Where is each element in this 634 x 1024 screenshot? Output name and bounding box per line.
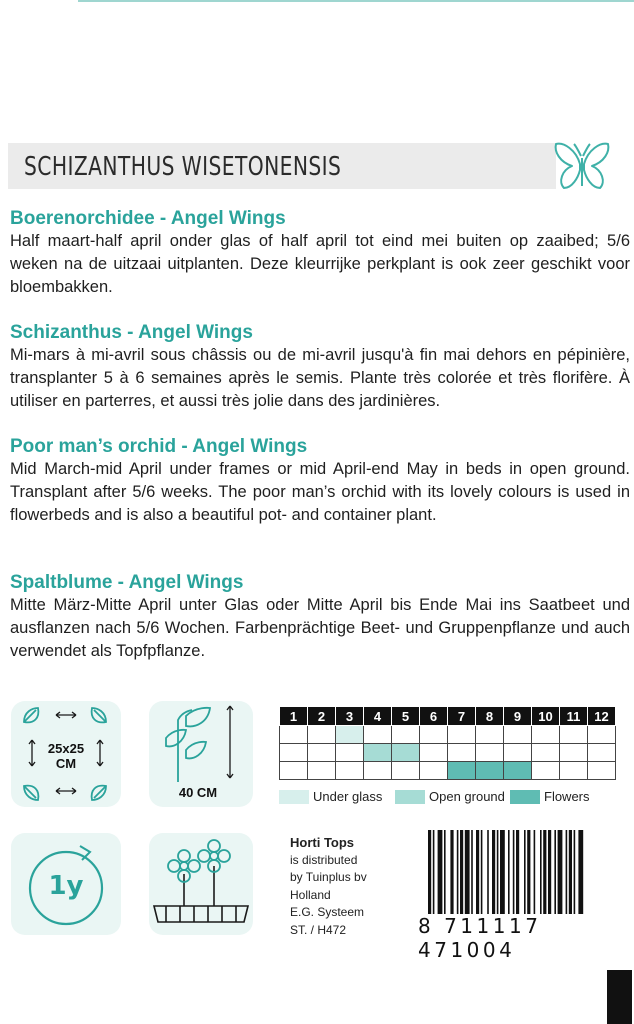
barcode-bar — [444, 830, 446, 914]
section-body: Half maart-half april onder glas of half april tot eind mei buiten op zaaibed; 5/6 weken na de uitzaai uitplanten. Deze kleurrijke perkplant is ook zeer geschikt voor bloembakken. — [10, 232, 630, 296]
calendar-row-open-ground — [280, 744, 616, 762]
barcode-bar — [428, 830, 431, 914]
barcode-bar — [460, 830, 463, 914]
legend-flowers — [510, 789, 590, 804]
barcode-bar — [487, 830, 489, 914]
barcode-number: 8 711117 471004 — [418, 914, 542, 962]
barcode-bar — [566, 830, 568, 914]
open-ground-cell — [364, 744, 392, 762]
height-label: 40 CM — [178, 785, 218, 800]
distributor-line: ST. / H472 — [290, 922, 347, 937]
section-body: Mitte März-Mitte April unter Glas oder Mitte April bis Ende Mai ins Saatbeet und ausflanzen nach 5/6 Wochen. Farbenprächtige Beet- und Gruppenpflanze und auch verwendet als Topfpflanze. — [10, 596, 630, 660]
section-heading: Poor man’s orchid - Angel Wings — [10, 436, 308, 457]
barcode-bar — [513, 830, 515, 914]
brand-name: Horti Tops — [290, 835, 355, 850]
month-cell: 2 — [308, 707, 336, 726]
sowing-calendar — [279, 706, 616, 780]
distributor-line: Holland — [290, 887, 331, 902]
spacing-label — [36, 741, 96, 771]
section-heading: Spaltblume - Angel Wings — [10, 572, 244, 593]
barcode-bar — [524, 830, 526, 914]
barcode-bar — [476, 830, 479, 914]
spacing-unit: CM — [55, 756, 77, 771]
flowers-cell — [504, 762, 532, 780]
legend-under-glass — [279, 789, 382, 804]
legend-swatch — [395, 790, 425, 804]
legend-label: Under glass — [313, 789, 383, 804]
legend-swatch — [510, 790, 540, 804]
section-english — [10, 436, 630, 527]
barcode-bar — [534, 830, 536, 914]
butterfly-icon — [550, 136, 614, 198]
section-dutch — [10, 208, 630, 299]
calendar-row-under-glass — [280, 726, 616, 744]
section-body: Mid March-mid April under frames or mid April-end May in beds in open ground. Transplant after 5/6 weeks. The poor man’s orchid with its lovely colours is used in flowerbeds and is also a beautiful pot- and container plant. — [10, 460, 630, 524]
month-cell: 6 — [420, 707, 448, 726]
barcode — [428, 830, 624, 914]
month-cell: 7 — [448, 707, 476, 726]
month-cell: 5 — [392, 707, 420, 726]
calendar-months — [280, 707, 616, 726]
barcode-bar — [492, 830, 495, 914]
flowers-cell — [448, 762, 476, 780]
barcode-bar — [508, 830, 510, 914]
barcode-bar — [497, 830, 499, 914]
barcode-bar — [578, 830, 583, 914]
barcode-bar — [543, 830, 546, 914]
section-body: Mi-mars à mi-avril sous châssis ou de mi-avril jusqu'à fin mai dehors en pépinière, transplanter 5 à 6 semaines après le semis. Plante très colorée et très florifère. À utiliser en parterres, et aussi très jolie dans des jardinières. — [10, 346, 630, 410]
under-glass-cell — [336, 726, 364, 744]
month-cell: 10 — [532, 707, 560, 726]
barcode-bar — [433, 830, 435, 914]
month-cell: 9 — [504, 707, 532, 726]
month-cell: 3 — [336, 707, 364, 726]
barcode-bar — [457, 830, 459, 914]
legend-open-ground — [395, 789, 505, 804]
calendar-row-flowers — [280, 762, 616, 780]
distributor-line: E.G. Systeem — [290, 905, 365, 919]
section-heading: Boerenorchidee - Angel Wings — [10, 208, 286, 229]
barcode-bar — [450, 830, 453, 914]
legend-label: Open ground — [429, 789, 505, 804]
barcode-bar — [438, 830, 443, 914]
section-french — [10, 322, 630, 413]
barcode-bar — [481, 830, 483, 914]
distributor-info — [290, 834, 367, 939]
page-title: SCHIZANTHUS WISETONENSIS — [24, 152, 342, 182]
legend-label: Flowers — [544, 789, 590, 804]
month-cell: 12 — [588, 707, 616, 726]
barcode-bar — [569, 830, 572, 914]
barcode-bar — [471, 830, 473, 914]
barcode-bar — [574, 830, 576, 914]
month-cell: 1 — [280, 707, 308, 726]
legend-swatch — [279, 790, 309, 804]
month-cell: 11 — [560, 707, 588, 726]
month-cell: 8 — [476, 707, 504, 726]
distributor-line: by Tuinplus bv — [290, 870, 367, 884]
open-ground-cell — [392, 744, 420, 762]
section-heading: Schizanthus - Angel Wings — [10, 322, 253, 343]
container-plant-icon — [148, 832, 254, 936]
barcode-bar — [554, 830, 556, 914]
lifecycle-label: 1y — [48, 871, 84, 901]
spacing-value: 25x25 — [47, 741, 85, 756]
barcode-bar — [548, 830, 551, 914]
barcode-bar — [527, 830, 530, 914]
barcode-bar — [558, 830, 563, 914]
month-cell: 4 — [364, 707, 392, 726]
barcode-bar — [465, 830, 470, 914]
section-german — [10, 572, 630, 663]
flowers-cell — [476, 762, 504, 780]
top-divider — [78, 0, 634, 2]
barcode-bar — [540, 830, 542, 914]
edge-bar — [607, 970, 632, 1024]
barcode-bar — [500, 830, 505, 914]
barcode-bar — [516, 830, 519, 914]
distributor-line: is distributed — [290, 852, 358, 867]
